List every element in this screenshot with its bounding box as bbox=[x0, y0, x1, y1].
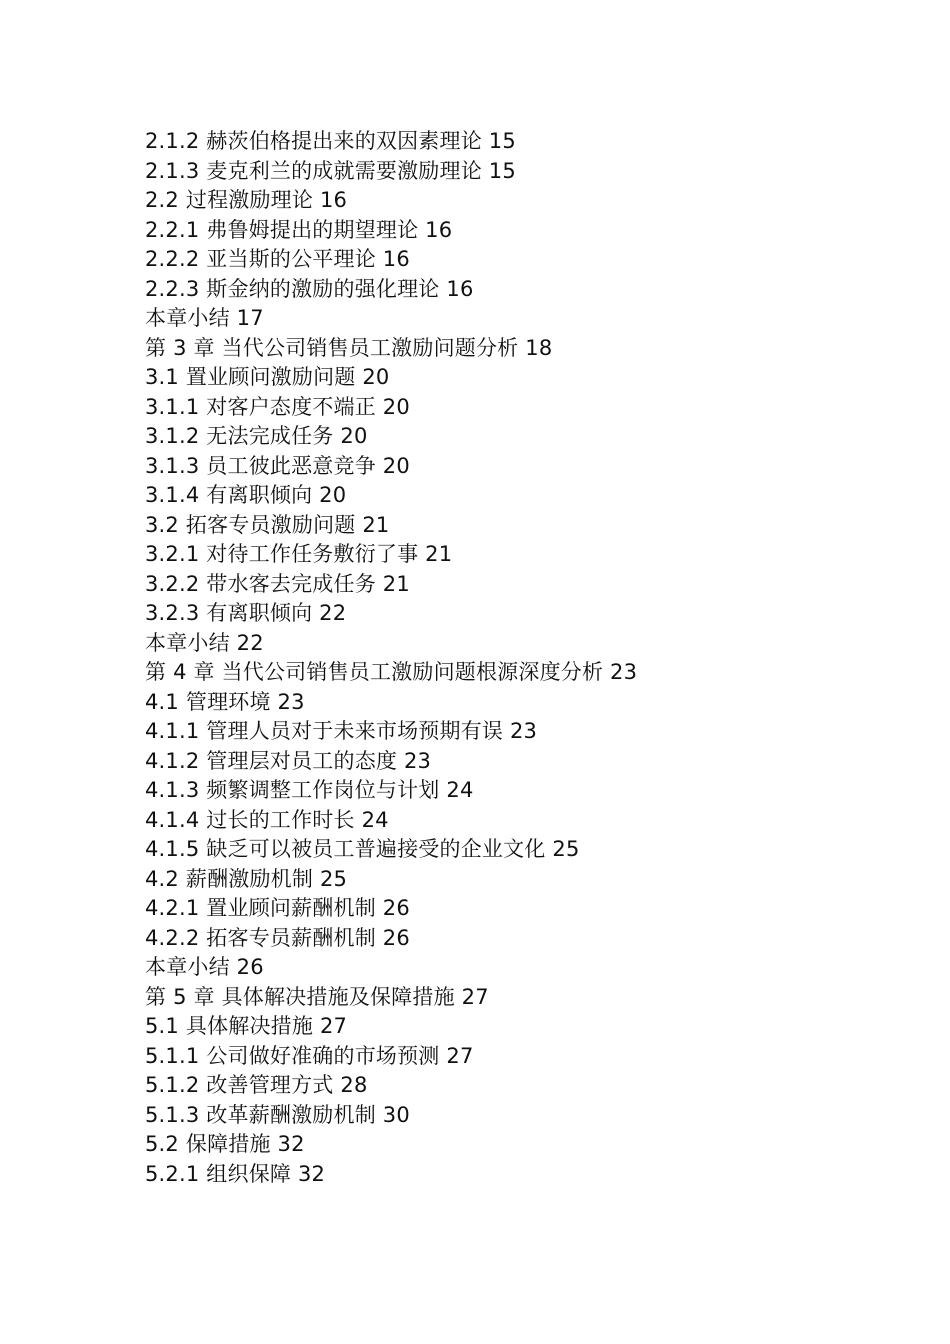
toc-entry: 5.1.1 公司做好准确的市场预测 27 bbox=[145, 1043, 474, 1068]
toc-entry: 4.1.5 缺乏可以被员工普遍接受的企业文化 25 bbox=[145, 837, 580, 861]
toc-entry: 3.2.2 带水客去完成任务 21 bbox=[145, 571, 410, 596]
toc-entry: 5.2.1 组织保障 32 bbox=[145, 1161, 326, 1186]
toc-entry: 5.2 保障措施 32 bbox=[145, 1132, 305, 1156]
toc-entry: 5.1.3 改革薪酬激励机制 30 bbox=[145, 1102, 410, 1127]
toc-entry: 4.2 薪酬激励机制 25 bbox=[145, 866, 348, 891]
table-of-contents bbox=[145, 127, 637, 1189]
toc-entry: 4.1.2 管理层对员工的态度 23 bbox=[145, 748, 432, 773]
toc-entry: 3.1.3 员工彼此恶意竞争 20 bbox=[145, 453, 410, 478]
toc-entry: 4.2.1 置业顾问薪酬机制 26 bbox=[145, 896, 410, 920]
toc-entry: 2.2 过程激励理论 16 bbox=[145, 188, 348, 212]
toc-entry: 第 4 章 当代公司销售员工激励问题根源深度分析 23 bbox=[145, 660, 638, 684]
toc-entry: 第 3 章 当代公司销售员工激励问题分析 18 bbox=[145, 335, 553, 360]
toc-entry: 3.2.3 有离职倾向 22 bbox=[145, 601, 347, 625]
toc-entry: 3.2.1 对待工作任务敷衍了事 21 bbox=[145, 542, 453, 566]
toc-entry: 本章小结 26 bbox=[145, 955, 264, 979]
toc-entry: 3.1.1 对客户态度不端正 20 bbox=[145, 394, 410, 419]
toc-entry: 4.2.2 拓客专员薪酬机制 26 bbox=[145, 925, 410, 950]
toc-entry: 2.2.3 斯金纳的激励的强化理论 16 bbox=[145, 276, 474, 301]
toc-entry: 3.1 置业顾问激励问题 20 bbox=[145, 365, 390, 389]
toc-entry: 4.1 管理环境 23 bbox=[145, 689, 305, 714]
toc-entry: 第 5 章 具体解决措施及保障措施 27 bbox=[145, 984, 489, 1009]
toc-entry: 5.1.2 改善管理方式 28 bbox=[145, 1073, 368, 1097]
toc-entry: 2.1.2 赫茨伯格提出来的双因素理论 15 bbox=[145, 129, 516, 153]
toc-entry: 3.2 拓客专员激励问题 21 bbox=[145, 512, 390, 537]
toc-entry: 3.1.2 无法完成任务 20 bbox=[145, 424, 368, 448]
toc-entry: 3.1.4 有离职倾向 20 bbox=[145, 483, 347, 507]
toc-entry: 本章小结 17 bbox=[145, 306, 264, 330]
toc-entry: 2.2.1 弗鲁姆提出的期望理论 16 bbox=[145, 217, 453, 242]
toc-entry: 5.1 具体解决措施 27 bbox=[145, 1014, 348, 1038]
toc-entry: 2.1.3 麦克利兰的成就需要激励理论 15 bbox=[145, 158, 516, 183]
toc-entry: 4.1.1 管理人员对于未来市场预期有误 23 bbox=[145, 719, 538, 743]
toc-entry: 2.2.2 亚当斯的公平理论 16 bbox=[145, 247, 410, 271]
toc-entry: 4.1.3 频繁调整工作岗位与计划 24 bbox=[145, 778, 474, 802]
toc-entry: 4.1.4 过长的工作时长 24 bbox=[145, 807, 389, 832]
toc-entry: 本章小结 22 bbox=[145, 630, 264, 655]
